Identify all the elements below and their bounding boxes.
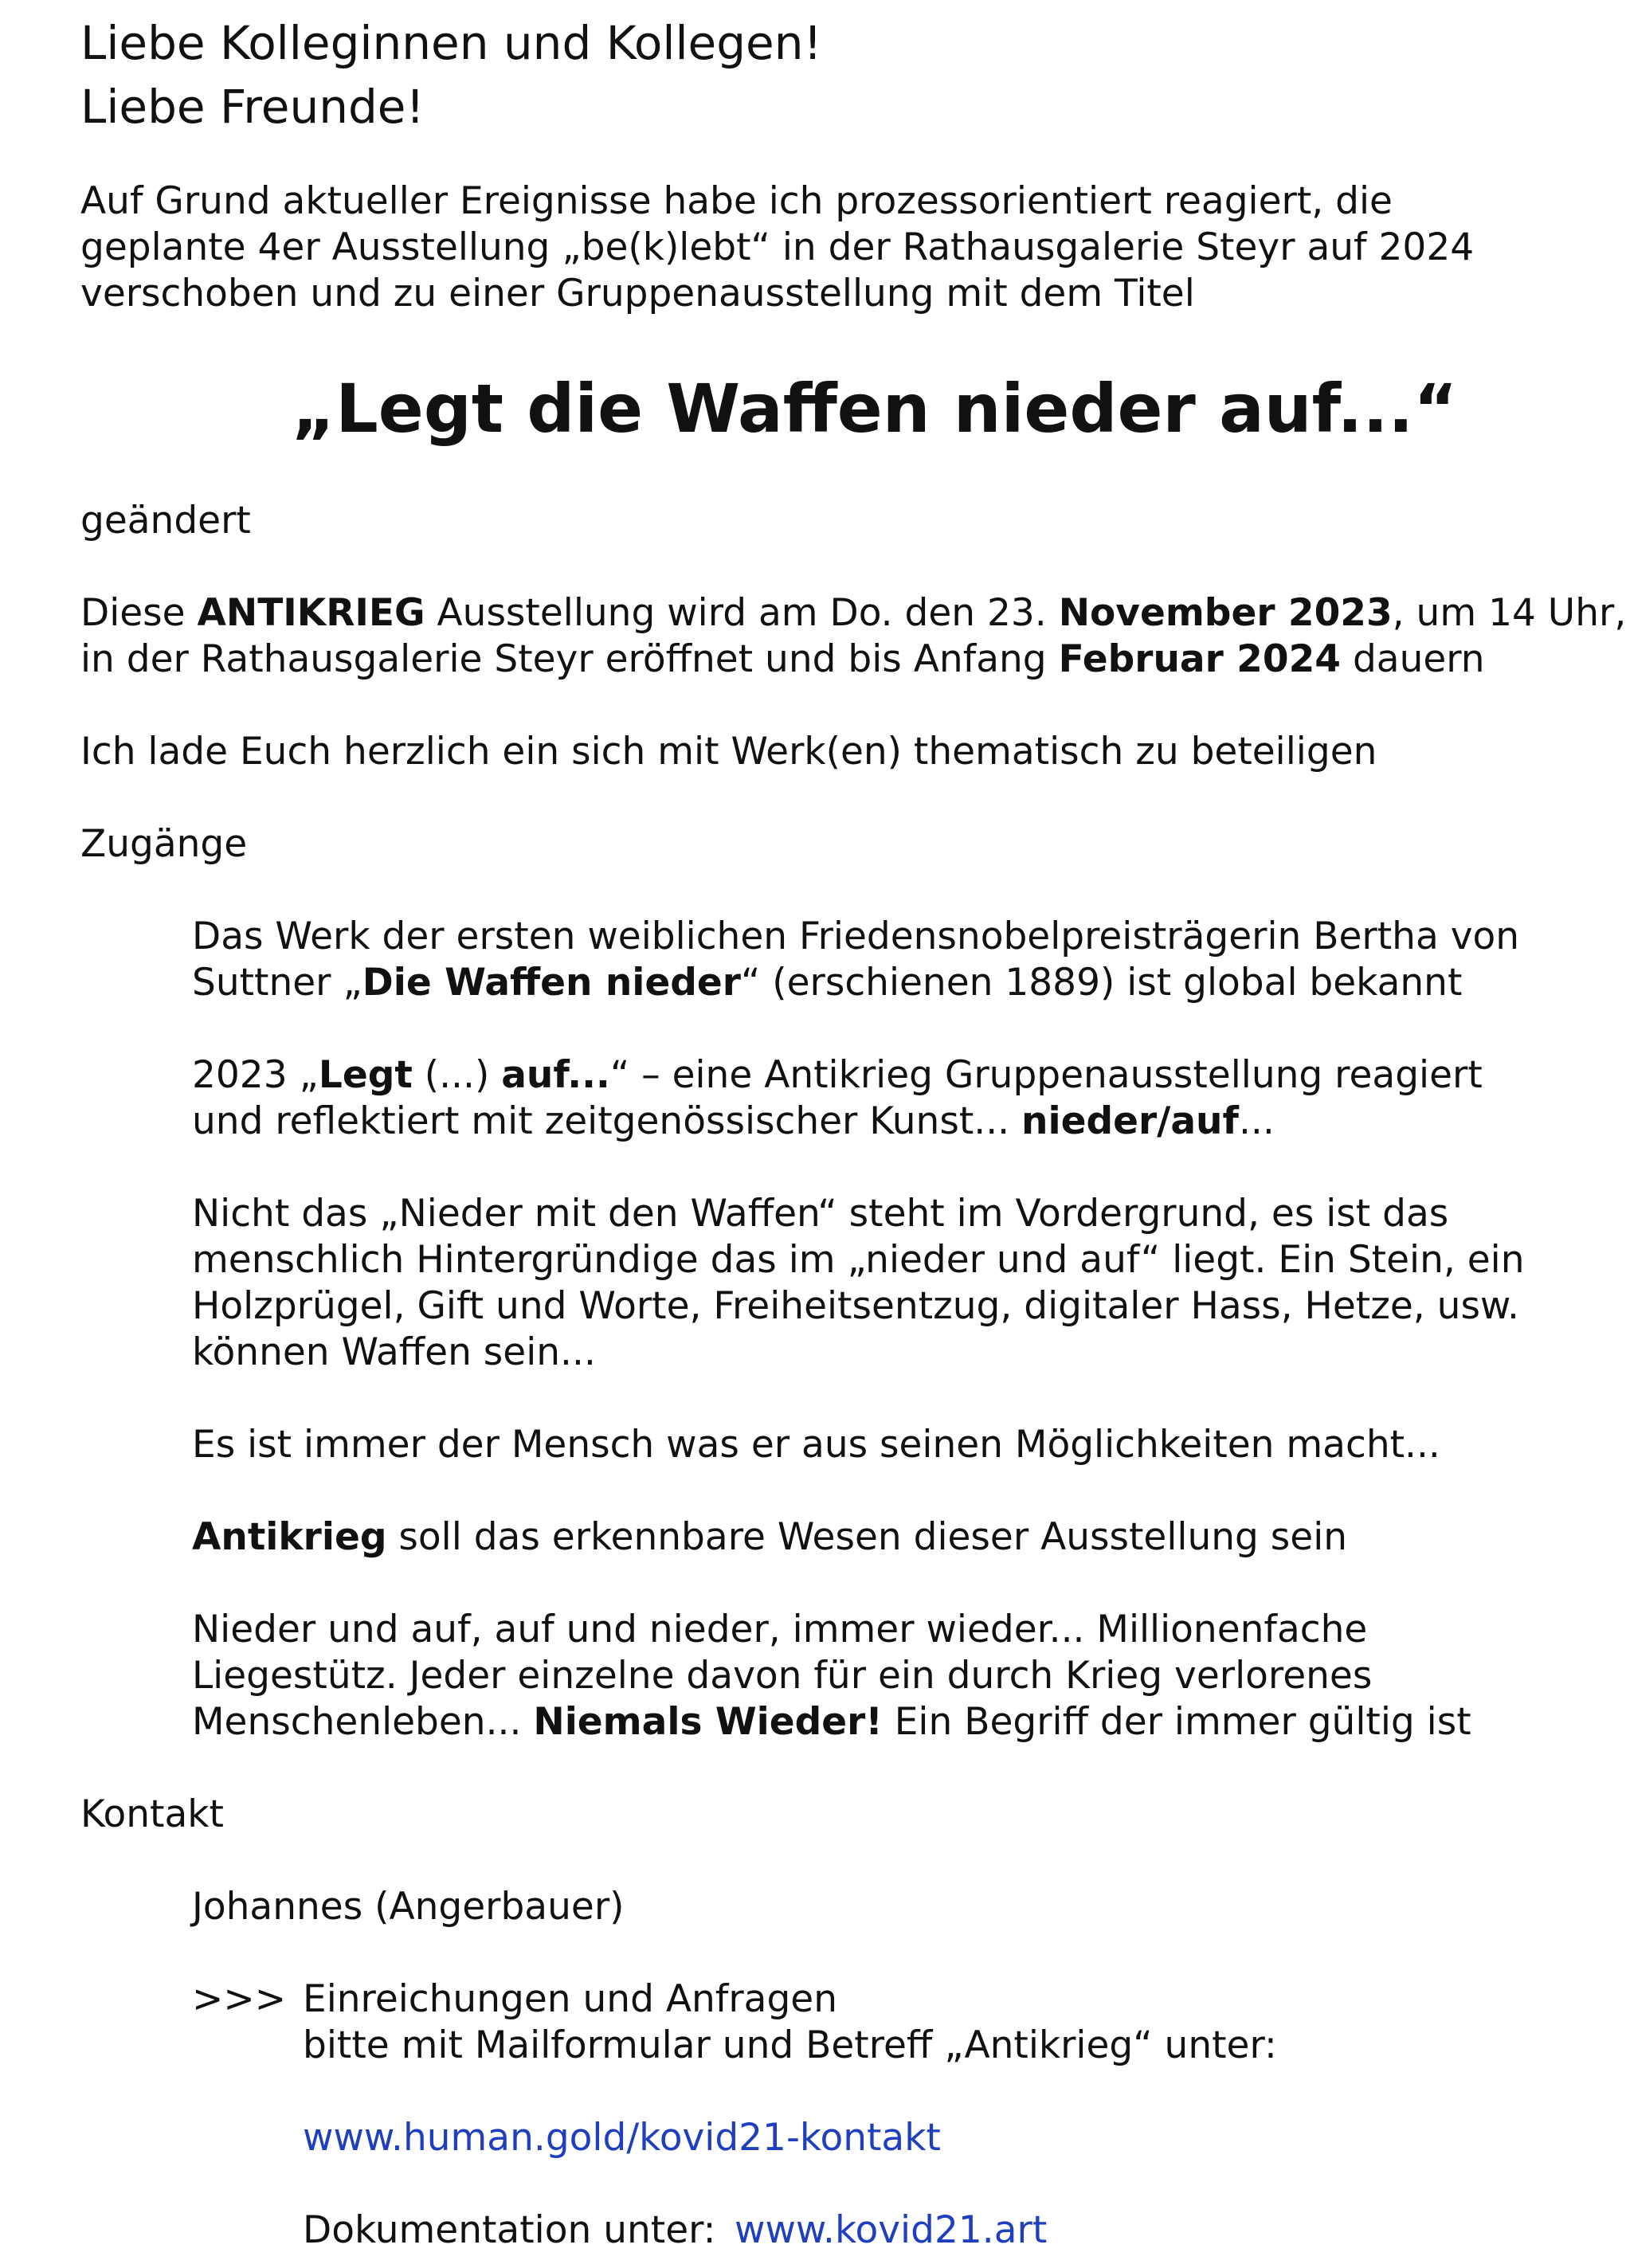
- book-title: Die Waffen nieder: [362, 961, 741, 1005]
- nieder-auf-emphasis: nieder/auf: [1021, 1099, 1239, 1143]
- access-text: Menschenleben...: [192, 1700, 534, 1744]
- access-text: soll das erkennbare Wesen dieser Ausstellung sein: [386, 1515, 1348, 1559]
- exhibition-title: „Legt die Waffen nieder auf...“: [292, 370, 1458, 448]
- documentation-label: Dokumentation unter:: [303, 2208, 716, 2252]
- announcement-text: in der Rathausgalerie Steyr eröffnet und bis Anfang: [80, 637, 1059, 681]
- access-p5-line-1: [192, 1514, 1347, 1561]
- greeting-line-2: Liebe Freunde!: [80, 80, 425, 134]
- access-text: (...): [412, 1053, 502, 1097]
- invitation-text: Ich lade Euch herzlich ein sich mit Werk(en) thematisch zu beteiligen: [80, 730, 1377, 774]
- access-text: Suttner „: [192, 961, 362, 1005]
- intro-line-1: Auf Grund aktueller Ereignisse habe ich prozessorientiert reagiert, die: [80, 179, 1393, 223]
- arrow-marker: >>>: [192, 1977, 287, 2021]
- documentation-link[interactable]: www.kovid21.art: [735, 2208, 1048, 2252]
- niemals-wieder-emphasis: Niemals Wieder!: [533, 1700, 883, 1744]
- opening-date: November 2023: [1058, 591, 1393, 635]
- changed-text: geändert: [80, 499, 251, 543]
- closing-date: Februar 2024: [1058, 637, 1341, 681]
- access-p6-line-1: Nieder und auf, auf und nieder, immer wieder... Millionenfache: [192, 1608, 1368, 1651]
- access-p1-line-1: Das Werk der ersten weiblichen Friedensnobelpreisträgerin Bertha von: [192, 915, 1520, 958]
- intro-line-2: geplante 4er Ausstellung „be(k)lebt“ in der Rathausgalerie Steyr auf 2024: [80, 225, 1475, 269]
- access-p6-line-2: Liegestütz. Jeder einzelne davon für ein durch Krieg verlorenes: [192, 1654, 1373, 1698]
- contact-heading: Kontakt: [80, 1792, 224, 1836]
- access-p4-line-1: Es ist immer der Mensch was er aus seinen Möglichkeiten macht...: [192, 1423, 1440, 1467]
- announcement-text: , um 14 Uhr,: [1392, 591, 1626, 635]
- access-p6-line-3: [192, 1699, 1471, 1745]
- announcement-text: Diese: [80, 591, 198, 635]
- access-text: 2023 „: [192, 1053, 319, 1097]
- access-text: ...: [1238, 1099, 1275, 1143]
- contact-name: Johannes (Angerbauer): [192, 1885, 625, 1929]
- access-p3-line-4: können Waffen sein...: [192, 1330, 596, 1374]
- announcement-line-2: [80, 637, 1485, 683]
- access-p2-line-2: [192, 1099, 1275, 1145]
- legt-emphasis: Legt: [318, 1053, 413, 1097]
- announcement-text: Ausstellung wird am Do. den 23.: [425, 591, 1059, 635]
- access-p3-line-2: menschlich Hintergründige das im „nieder und auf“ liegt. Ein Stein, ein: [192, 1238, 1525, 1282]
- access-text: “ – eine Antikrieg Gruppenausstellung reagiert: [609, 1053, 1483, 1097]
- access-text: und reflektiert mit zeitgenössischer Kunst...: [192, 1099, 1022, 1143]
- intro-line-3: verschoben und zu einer Gruppenausstellung mit dem Titel: [80, 272, 1195, 315]
- announcement-text: dauern: [1341, 637, 1485, 681]
- access-heading: Zugänge: [80, 822, 248, 866]
- submission-line-1: Einreichungen und Anfragen: [303, 1977, 837, 2021]
- access-p3-line-1: Nicht das „Nieder mit den Waffen“ steht im Vordergrund, es ist das: [192, 1192, 1449, 1236]
- access-p2-line-1: [192, 1052, 1483, 1099]
- auf-emphasis: auf...: [501, 1053, 610, 1097]
- announcement-line-1: [80, 590, 1626, 637]
- access-p3-line-3: Holzprügel, Gift und Worte, Freiheitsentzug, digitaler Hass, Hetze, usw.: [192, 1284, 1519, 1328]
- contact-form-link[interactable]: www.human.gold/kovid21-kontakt: [303, 2116, 941, 2160]
- access-text: “ (erschienen 1889) ist global bekannt: [740, 961, 1463, 1005]
- submission-line-2: bitte mit Mailformular und Betreff „Antikrieg“ unter:: [303, 2023, 1277, 2067]
- antikrieg-emphasis: Antikrieg: [192, 1515, 387, 1559]
- access-text: Ein Begriff der immer gültig ist: [882, 1700, 1471, 1744]
- access-p1-line-2: [192, 960, 1462, 1006]
- antikrieg-emphasis: ANTIKRIEG: [197, 591, 425, 635]
- greeting-line-1: Liebe Kolleginnen und Kollegen!: [80, 16, 822, 70]
